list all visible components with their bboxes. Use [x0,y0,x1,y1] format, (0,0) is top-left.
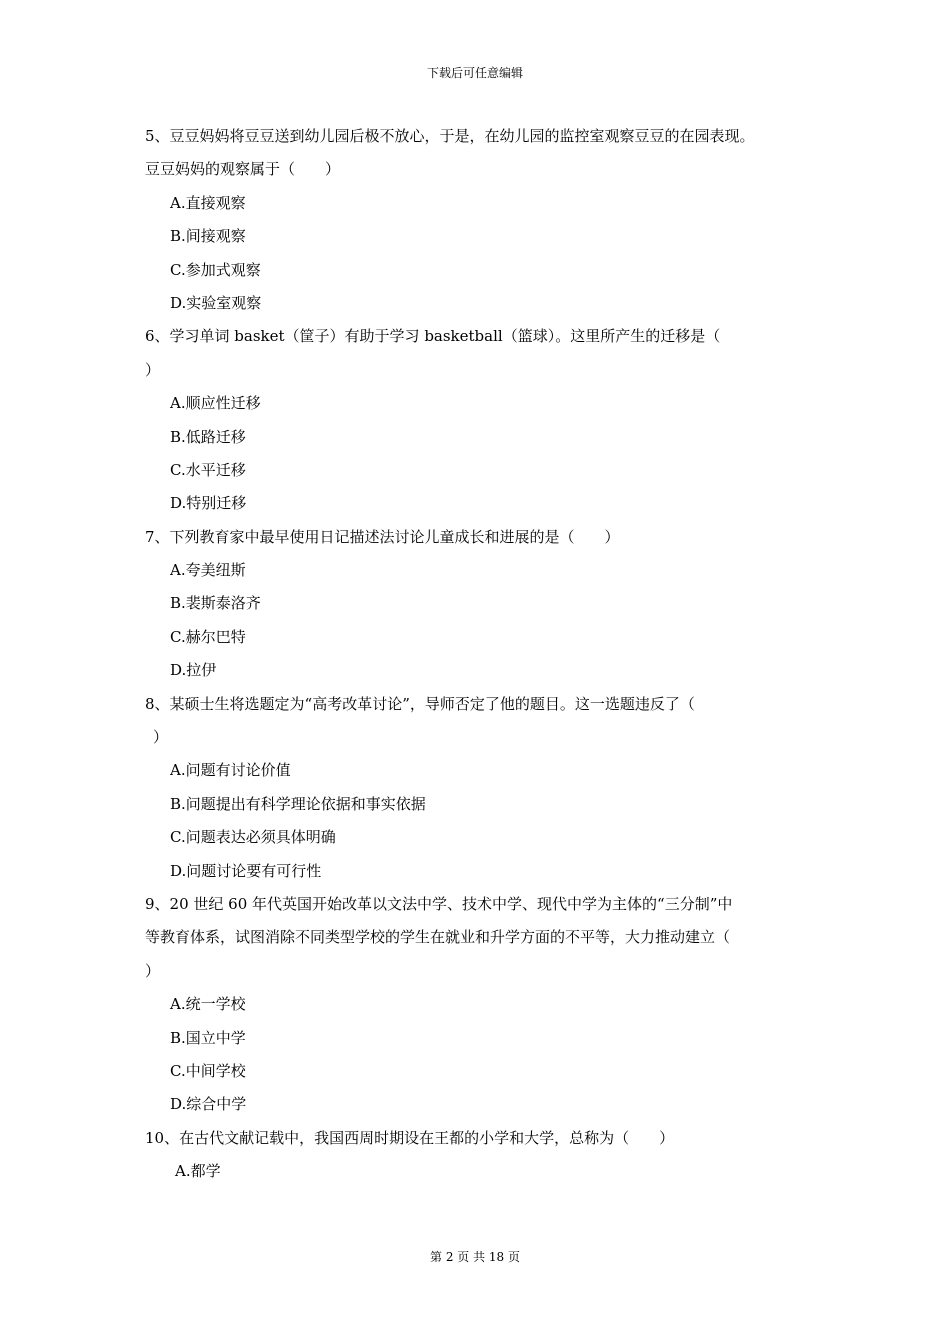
question-8 [145,688,820,888]
option-d: D.实验室观察 [170,293,262,312]
option-c: C.中间学校 [170,1061,246,1080]
option-b: B.低路迁移 [170,427,246,446]
option-a: A.问题有讨论价值 [170,761,291,780]
question-9 [145,888,820,1122]
option-c: C.参加式观察 [170,260,261,279]
question-stem: 8、某硕士生将选题定为“高考改革讨论”，导师否定了他的题目。这一选题违反了（ [145,694,695,713]
page-footer: 第 2 页 共 18 页 [430,1250,520,1264]
question-stem: 豆豆妈妈的观察属于（ ） [145,160,341,179]
option-d: D.特别迁移 [170,494,247,513]
question-5 [145,120,820,320]
option-c: C.水平迁移 [170,460,246,479]
question-10 [145,1122,820,1189]
option-a: A.夸美纽斯 [170,561,246,580]
question-7 [145,521,820,688]
question-stem: 10、在古代文献记载中，我国西周时期设在王都的小学和大学，总称为（ ） [145,1128,675,1147]
option-b: B.国立中学 [170,1028,246,1047]
option-b: B.问题提出有科学理论依据和事实依据 [170,794,426,813]
option-d: D.拉伊 [170,661,217,680]
question-stem: ） [145,961,161,980]
option-b: B.间接观察 [170,227,246,246]
document-body [145,120,820,1189]
option-d: D.综合中学 [170,1095,247,1114]
question-stem: 6、学习单词 basket（筐子）有助于学习 basketball（篮球）。这里所产生的迁移是（ [145,327,721,346]
option-c: C.问题表达必须具体明确 [170,828,336,847]
option-b: B.裴斯泰洛齐 [170,594,261,613]
page-header: 下载后可任意编辑 [426,66,523,80]
option-c: C.赫尔巴特 [170,627,246,646]
question-stem: 9、20 世纪 60 年代英国开始改革以文法中学、技术中学、现代中学为主体的“三分制”中 [145,894,733,913]
option-a: A.都学 [175,1162,221,1181]
question-stem: 等教育体系，试图消除不同类型学校的学生在就业和升学方面的不平等，大力推动建立（ [145,928,731,947]
option-d: D.问题讨论要有可行性 [170,861,322,880]
question-6 [145,320,820,520]
option-a: A.直接观察 [170,193,246,212]
question-stem: ） [145,360,161,379]
question-stem: ） [153,728,169,747]
question-stem: 7、下列教育家中最早使用日记描述法讨论儿童成长和进展的是（ ） [145,527,620,546]
option-a: A.统一学校 [170,995,246,1014]
question-stem: 5、豆豆妈妈将豆豆送到幼儿园后极不放心，于是，在幼儿园的监控室观察豆豆的在园表现。 [145,127,755,145]
option-a: A.顺应性迁移 [170,394,261,413]
